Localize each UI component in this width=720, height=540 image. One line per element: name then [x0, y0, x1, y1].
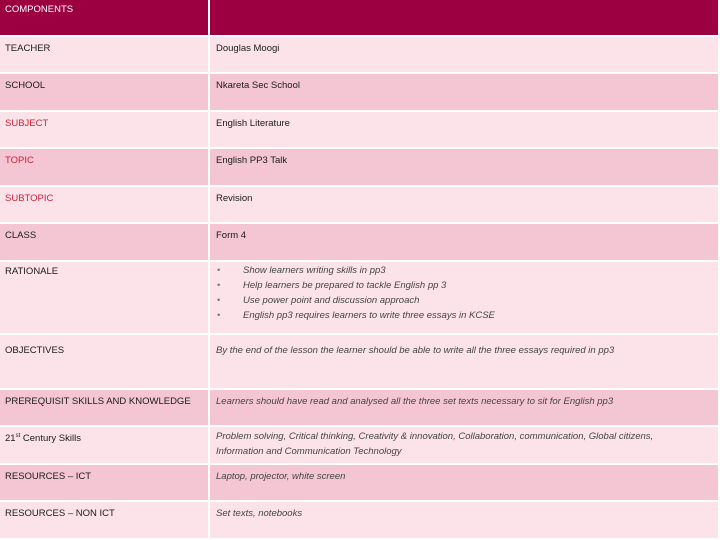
row-value: Problem solving, Critical thinking, Creativity & innovation, Collaboration, communication, Global citizens, Information and Communication Technology	[210, 427, 720, 465]
header-components: COMPONENTS	[0, 0, 210, 37]
table-row-subtopic	[0, 187, 720, 224]
row-label: 21st Century Skills	[0, 427, 210, 465]
row-value: Douglas Moogi	[210, 37, 720, 74]
table-row-subject	[0, 112, 720, 149]
row-label: TOPIC	[0, 149, 210, 187]
bullet-icon: •	[217, 280, 221, 291]
row-value: Laptop, projector, white screen	[210, 465, 720, 502]
row-label: SCHOOL	[0, 74, 210, 112]
row-value: Form 4	[210, 224, 720, 262]
table-row-objectives	[0, 335, 720, 390]
table-row-21st-century-skills	[0, 427, 720, 465]
row-value: Learners should have read and analysed all the three set texts necessary to sit for English pp3	[210, 390, 720, 427]
list-item: • English pp3 requires learners to write three essays in KCSE	[217, 310, 495, 321]
list-item: • Use power point and discussion approach	[217, 295, 420, 306]
bullet-icon: •	[217, 310, 221, 321]
row-value: Nkareta Sec School	[210, 74, 720, 112]
row-label: RATIONALE	[0, 262, 210, 335]
table-row-resources-non-ict	[0, 502, 720, 540]
table-row-rationale	[0, 262, 720, 335]
table-row-topic	[0, 149, 720, 187]
header-value	[210, 0, 720, 37]
list-item: • Show learners writing skills in pp3	[217, 265, 386, 276]
table-row-resources-ict	[0, 465, 720, 502]
row-value: English Literature	[210, 112, 720, 149]
row-value: Revision	[210, 187, 720, 224]
row-label: TEACHER	[0, 37, 210, 74]
row-label: SUBJECT	[0, 112, 210, 149]
row-value: English PP3 Talk	[210, 149, 720, 187]
row-value	[210, 262, 720, 335]
row-label: OBJECTIVES	[0, 335, 210, 390]
row-value: Set texts, notebooks	[210, 502, 720, 540]
table-header-row	[0, 0, 720, 37]
table-row-school	[0, 74, 720, 112]
list-item: • Help learners be prepared to tackle English pp 3	[217, 280, 447, 291]
rationale-list	[216, 263, 714, 323]
bullet-icon: •	[217, 295, 221, 306]
row-label: SUBTOPIC	[0, 187, 210, 224]
table-row-class	[0, 224, 720, 262]
table-row-teacher	[0, 37, 720, 74]
bullet-icon: •	[217, 265, 221, 276]
row-label: PREREQUISIT SKILLS AND KNOWLEDGE	[0, 390, 210, 427]
row-label: RESOURCES – ICT	[0, 465, 210, 502]
table-row-prerequisites	[0, 390, 720, 427]
row-label: RESOURCES – NON ICT	[0, 502, 210, 540]
row-label: CLASS	[0, 224, 210, 262]
row-value: By the end of the lesson the learner should be able to write all the three essays required in pp3	[210, 335, 720, 390]
